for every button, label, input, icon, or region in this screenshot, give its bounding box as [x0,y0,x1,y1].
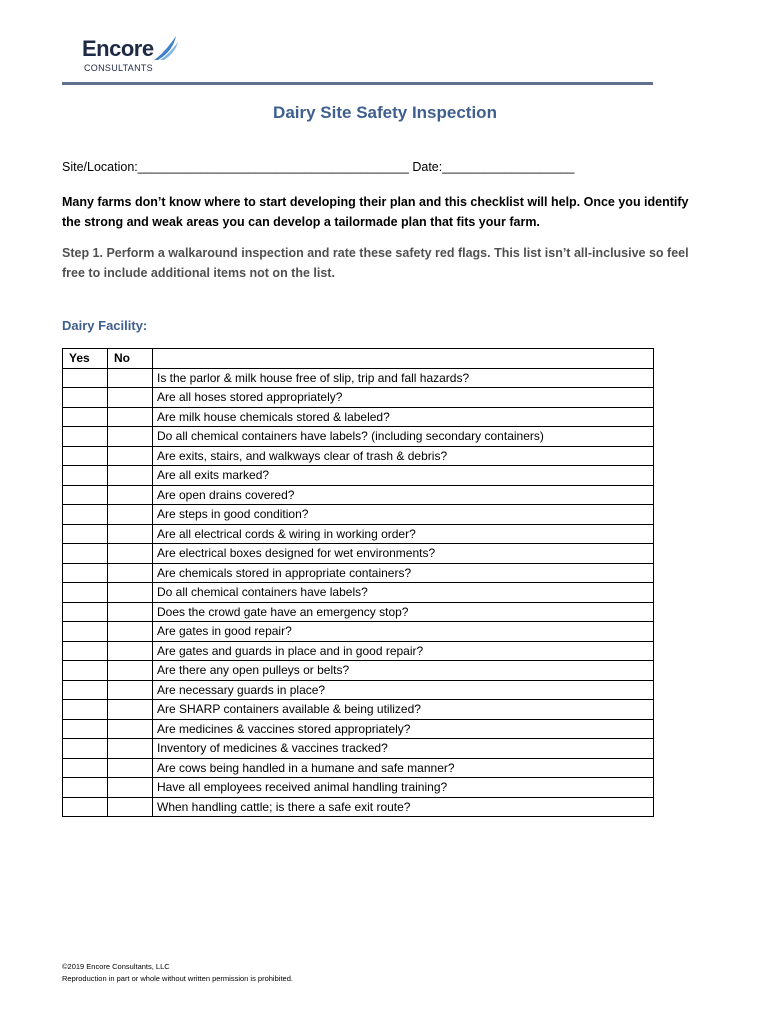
table-row [63,739,654,759]
checklist-item: Are medicines & vaccines stored appropriately? [153,719,654,739]
no-cell[interactable] [108,778,153,798]
inspection-checklist-table [62,348,654,817]
table-row [63,466,654,486]
no-cell[interactable] [108,758,153,778]
yes-cell[interactable] [63,758,108,778]
footer-notice: Reproduction in part or whole without written permission is prohibited. [62,974,293,983]
yes-cell[interactable] [63,622,108,642]
checklist-item: When handling cattle; is there a safe exit route? [153,797,654,817]
checklist-item: Are there any open pulleys or belts? [153,661,654,681]
table-row [63,719,654,739]
checklist-item: Are steps in good condition? [153,505,654,525]
page-title: Dairy Site Safety Inspection [273,103,497,122]
no-cell[interactable] [108,583,153,603]
checklist-item: Are electrical boxes designed for wet environments? [153,544,654,564]
checklist-item: Inventory of medicines & vaccines tracked? [153,739,654,759]
checklist-item: Have all employees received animal handling training? [153,778,654,798]
checklist-item: Are open drains covered? [153,485,654,505]
yes-cell[interactable] [63,368,108,388]
table-row [63,700,654,720]
checklist-item: Are all exits marked? [153,466,654,486]
checklist-item: Are chemicals stored in appropriate containers? [153,563,654,583]
no-cell[interactable] [108,797,153,817]
checklist-item: Are gates and guards in place and in good repair? [153,641,654,661]
table-row [63,427,654,447]
yes-cell[interactable] [63,661,108,681]
yes-cell[interactable] [63,739,108,759]
table-row [63,485,654,505]
yes-cell[interactable] [63,602,108,622]
table-row [63,563,654,583]
table-row [63,602,654,622]
checklist-item: Are cows being handled in a humane and safe manner? [153,758,654,778]
checklist-item: Is the parlor & milk house free of slip, trip and fall hazards? [153,368,654,388]
no-cell[interactable] [108,427,153,447]
no-cell[interactable] [108,700,153,720]
yes-cell[interactable] [63,524,108,544]
table-row [63,797,654,817]
table-row [63,368,654,388]
no-cell[interactable] [108,739,153,759]
wing-icon [150,34,180,62]
no-cell[interactable] [108,524,153,544]
no-cell[interactable] [108,719,153,739]
table-row [63,583,654,603]
intro-paragraph: Many farms don’t know where to start developing their plan and this checklist will help. Once you identify the strong and weak areas you can develop a tailormade plan that fits your farm. [62,195,689,229]
logo-subtitle: CONSULTANTS [84,63,153,73]
column-header-item [153,349,654,369]
table-row [63,407,654,427]
no-cell[interactable] [108,602,153,622]
checklist-item: Are milk house chemicals stored & labeled? [153,407,654,427]
yes-cell[interactable] [63,544,108,564]
checklist-item: Are exits, stairs, and walkways clear of trash & debris? [153,446,654,466]
no-cell[interactable] [108,466,153,486]
encore-logo [82,34,182,78]
no-cell[interactable] [108,368,153,388]
site-date-line: Site/Location:_______________________________________ Date:___________________ [62,160,575,174]
checklist-item: Are SHARP containers available & being utilized? [153,700,654,720]
checklist-item: Are gates in good repair? [153,622,654,642]
footer [62,961,293,985]
no-cell[interactable] [108,407,153,427]
checklist-item: Does the crowd gate have an emergency stop? [153,602,654,622]
no-cell[interactable] [108,680,153,700]
no-cell[interactable] [108,505,153,525]
no-cell[interactable] [108,485,153,505]
table-row [63,641,654,661]
no-cell[interactable] [108,388,153,408]
yes-cell[interactable] [63,466,108,486]
checklist-item: Do all chemical containers have labels? (including secondary containers) [153,427,654,447]
yes-cell[interactable] [63,505,108,525]
table-row [63,661,654,681]
no-cell[interactable] [108,622,153,642]
column-header-yes: Yes [63,349,108,369]
yes-cell[interactable] [63,388,108,408]
table-header-row [63,349,654,369]
yes-cell[interactable] [63,680,108,700]
no-cell[interactable] [108,544,153,564]
yes-cell[interactable] [63,407,108,427]
checklist-item: Are all electrical cords & wiring in working order? [153,524,654,544]
table-row [63,680,654,700]
yes-cell[interactable] [63,778,108,798]
yes-cell[interactable] [63,427,108,447]
table-row [63,446,654,466]
yes-cell[interactable] [63,641,108,661]
table-row [63,758,654,778]
step-one-instructions: Step 1. Perform a walkaround inspection and rate these safety red flags. This list isn’t all-inclusive so feel free to include additional items not on the list. [62,246,689,280]
checklist-item: Do all chemical containers have labels? [153,583,654,603]
no-cell[interactable] [108,641,153,661]
table-row [63,544,654,564]
header-divider [62,82,653,85]
yes-cell[interactable] [63,583,108,603]
no-cell[interactable] [108,446,153,466]
no-cell[interactable] [108,563,153,583]
no-cell[interactable] [108,661,153,681]
yes-cell[interactable] [63,563,108,583]
yes-cell[interactable] [63,719,108,739]
table-row [63,388,654,408]
table-row [63,524,654,544]
yes-cell[interactable] [63,485,108,505]
yes-cell[interactable] [63,797,108,817]
logo-wordmark: Encore [82,36,154,61]
table-row [63,505,654,525]
table-row [63,622,654,642]
yes-cell[interactable] [63,446,108,466]
section-heading-dairy-facility: Dairy Facility: [62,318,148,333]
table-row [63,778,654,798]
checklist-item: Are all hoses stored appropriately? [153,388,654,408]
yes-cell[interactable] [63,700,108,720]
checklist-item: Are necessary guards in place? [153,680,654,700]
column-header-no: No [108,349,153,369]
footer-copyright: ©2019 Encore Consultants, LLC [62,962,170,971]
